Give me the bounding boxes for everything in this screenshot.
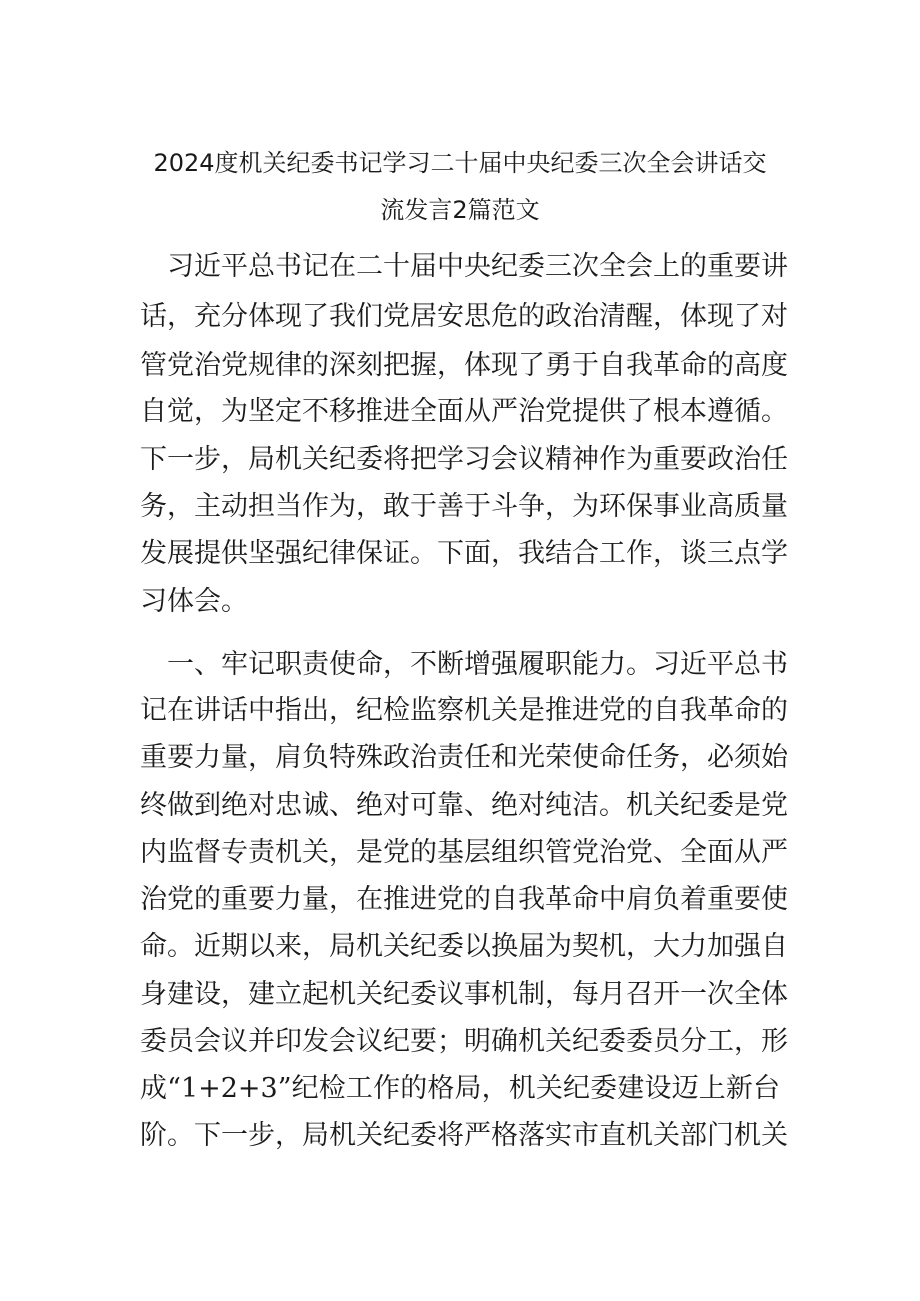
paragraph-line: 一、牢记职责使命，不断增强履职能力。习近平总书	[140, 649, 788, 680]
paragraph-line: 务，主动担当作为，敢于善于斗争，为环保事业高质量	[140, 491, 788, 522]
paragraph-line: 自觉，为坚定不移推进全面从严治党提供了根本遵循。	[140, 396, 788, 427]
paragraph-line: 阶。下一步，局机关纪委将严格落实市直机关部门机关	[140, 1120, 788, 1151]
paragraph-line: 习近平总书记在二十届中央纪委三次全会上的重要讲	[140, 251, 788, 282]
paragraph-line: 成“1+2+3”纪检工作的格局，机关纪委建设迈上新台	[140, 1073, 780, 1104]
document-title-line-2: 流发言2篇范文	[380, 196, 540, 224]
paragraph-line: 下一步，局机关纪委将把学习会议精神作为重要政治任	[140, 444, 788, 475]
paragraph-line: 重要力量，肩负特殊政治责任和光荣使命任务，必须始	[140, 742, 788, 773]
paragraph-line: 身建设，建立起机关纪委议事机制，每月召开一次全体	[140, 979, 788, 1010]
paragraph-line: 内监督专责机关，是党的基层组织管党治党、全面从严	[140, 837, 788, 868]
paragraph-line: 命。近期以来，局机关纪委以换届为契机，大力加强自	[140, 931, 788, 962]
paragraph-line: 习体会。	[140, 586, 248, 617]
paragraph-line: 管党治党规律的深刻把握，体现了勇于自我革命的高度	[140, 350, 788, 381]
paragraph-line: 委员会议并印发会议纪要；明确机关纪委委员分工，形	[140, 1026, 788, 1057]
paragraph-line: 治党的重要力量，在推进党的自我革命中肩负着重要使	[140, 884, 788, 915]
paragraph-line: 记在讲话中指出，纪检监察机关是推进党的自我革命的	[140, 695, 788, 726]
paragraph-line: 终做到绝对忠诚、绝对可靠、绝对纯洁。机关纪委是党	[140, 790, 788, 821]
paragraph-line: 发展提供坚强纪律保证。下面，我结合工作，谈三点学	[140, 538, 788, 569]
paragraph-line: 话，充分体现了我们党居安思危的政治清醒，体现了对	[140, 301, 788, 332]
document-title-line-1: 2024度机关纪委书记学习二十届中央纪委三次全会讲话交	[153, 149, 767, 177]
